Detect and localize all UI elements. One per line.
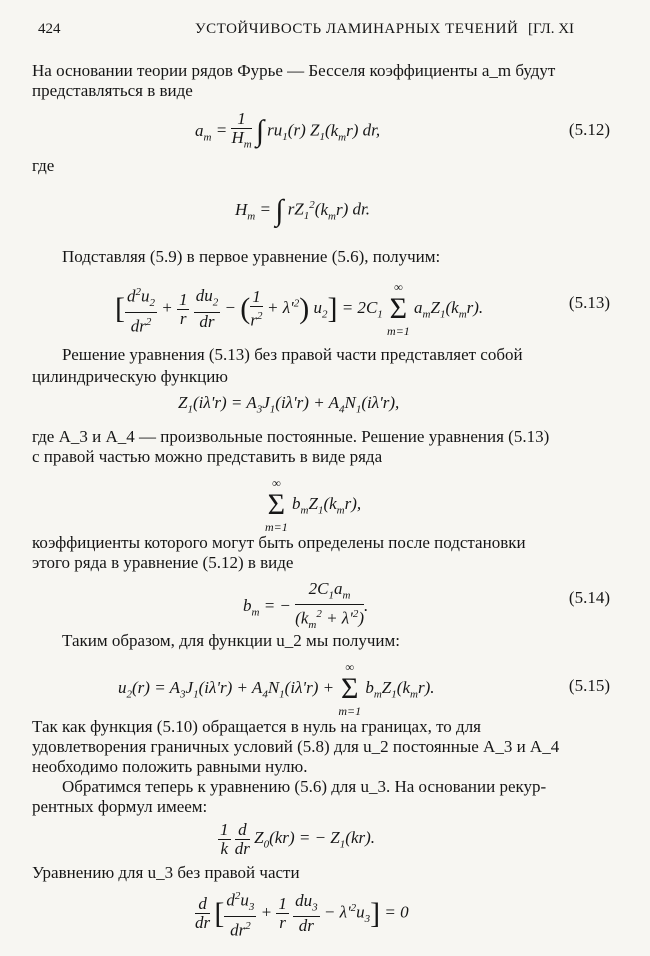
text-line: необходимо положить равными нулю. [32, 757, 308, 776]
text-line: Так как функция (5.10) обращается в нуль на границах, то для [32, 717, 482, 736]
text-line: Уравнению для u_3 без правой части [32, 863, 300, 882]
text-line: где [32, 156, 55, 175]
equation-number: (5.13) [568, 293, 610, 312]
equation-5-13: [ $\frac{d^2u_2}{dr^2}$ + $\frac{1}{r}$ $\frac{du_2}{dr}$ − ( $\frac{1}{r^2}$ + $\lambda'^2$) $u_2] = 2C_1$ ∞ Σ m=1 $a_mZ_1(k_mr)$. [115, 280, 484, 338]
text-line: коэффициенты которого могут быть определены после подстановки [32, 533, 526, 552]
text-line: Подставляя (5.9) в первое уравнение (5.6), получим: [62, 247, 441, 266]
equation-recurrence: $\frac{1}{k}$ $\frac{d}{dr}$ $Z_0(kr)$ = − $Z_1(kr)$. [220, 819, 376, 858]
text-line: этого ряда в уравнение (5.12) в виде [32, 553, 294, 572]
chapter-label: [ГЛ. XI [528, 21, 575, 37]
equation-last: $\frac{d}{dr}$ [ $\frac{d^2u_3}{dr^2}$ + $\frac{1}{r}$ $\frac{du_3}{dr}$ − $\lambda'^2u_3] = 0$ [195, 886, 409, 941]
text-line: удовлетворения граничных условий (5.8) для u_2 постоянные A_3 и A_4 [32, 737, 560, 756]
text-line: Обратимся теперь к уравнению (5.6) для u_3. На основании рекур- [62, 777, 547, 796]
text-line: представляться в виде [32, 81, 193, 100]
text-line: рентных формул имеем: [32, 797, 208, 816]
text-line: Решение уравнения (5.13) без правой части представляет собой [62, 345, 523, 364]
text-line: где A_3 и A_4 — произвольные постоянные. Решение уравнения (5.13) [32, 427, 550, 446]
equation-z1: $Z_1(i\lambda'r) = A_3J_1(i\lambda'r) + A_4N_1(i\lambda'r)$, [178, 393, 400, 416]
text-line: На основании теории рядов Фурье — Бесселя коэффициенты a_m будут [32, 61, 556, 80]
text-line: Таким образом, для функции u_2 мы получим: [62, 631, 400, 650]
equation-5-12: $a_m$ = $\frac{1}{H_m}$ ∫ $ru_1(r)$ $Z_1(k_mr)$ dr, [195, 109, 381, 151]
equation-series: ∞ Σ m=1 $b_mZ_1(k_mr)$, [265, 476, 362, 534]
text-line: цилиндрическую функцию [32, 367, 228, 386]
running-title: УСТОЙЧИВОСТЬ ЛАМИНАРНЫХ ТЕЧЕНИЙ [195, 21, 519, 37]
equation-number: (5.15) [568, 676, 610, 695]
equation-number: (5.14) [568, 588, 610, 607]
equation-number: (5.12) [568, 120, 610, 139]
text-line: с правой частью можно представить в виде ряда [32, 447, 383, 466]
page-number: 424 [38, 21, 61, 37]
equation-5-14: $b_m$ = − $\frac{2C_1a_m}{(k_m^2 + \lambda'^2)}$ . [243, 579, 369, 632]
equation-hm: $H_m$ = ∫ $rZ_1^2(k_mr)$ dr. [235, 193, 370, 227]
equation-5-15: $u_2(r) = A_3J_1(i\lambda'r) + A_4N_1(i\lambda'r)$ + ∞ Σ m=1 $b_mZ_1(k_mr)$. [118, 660, 435, 718]
